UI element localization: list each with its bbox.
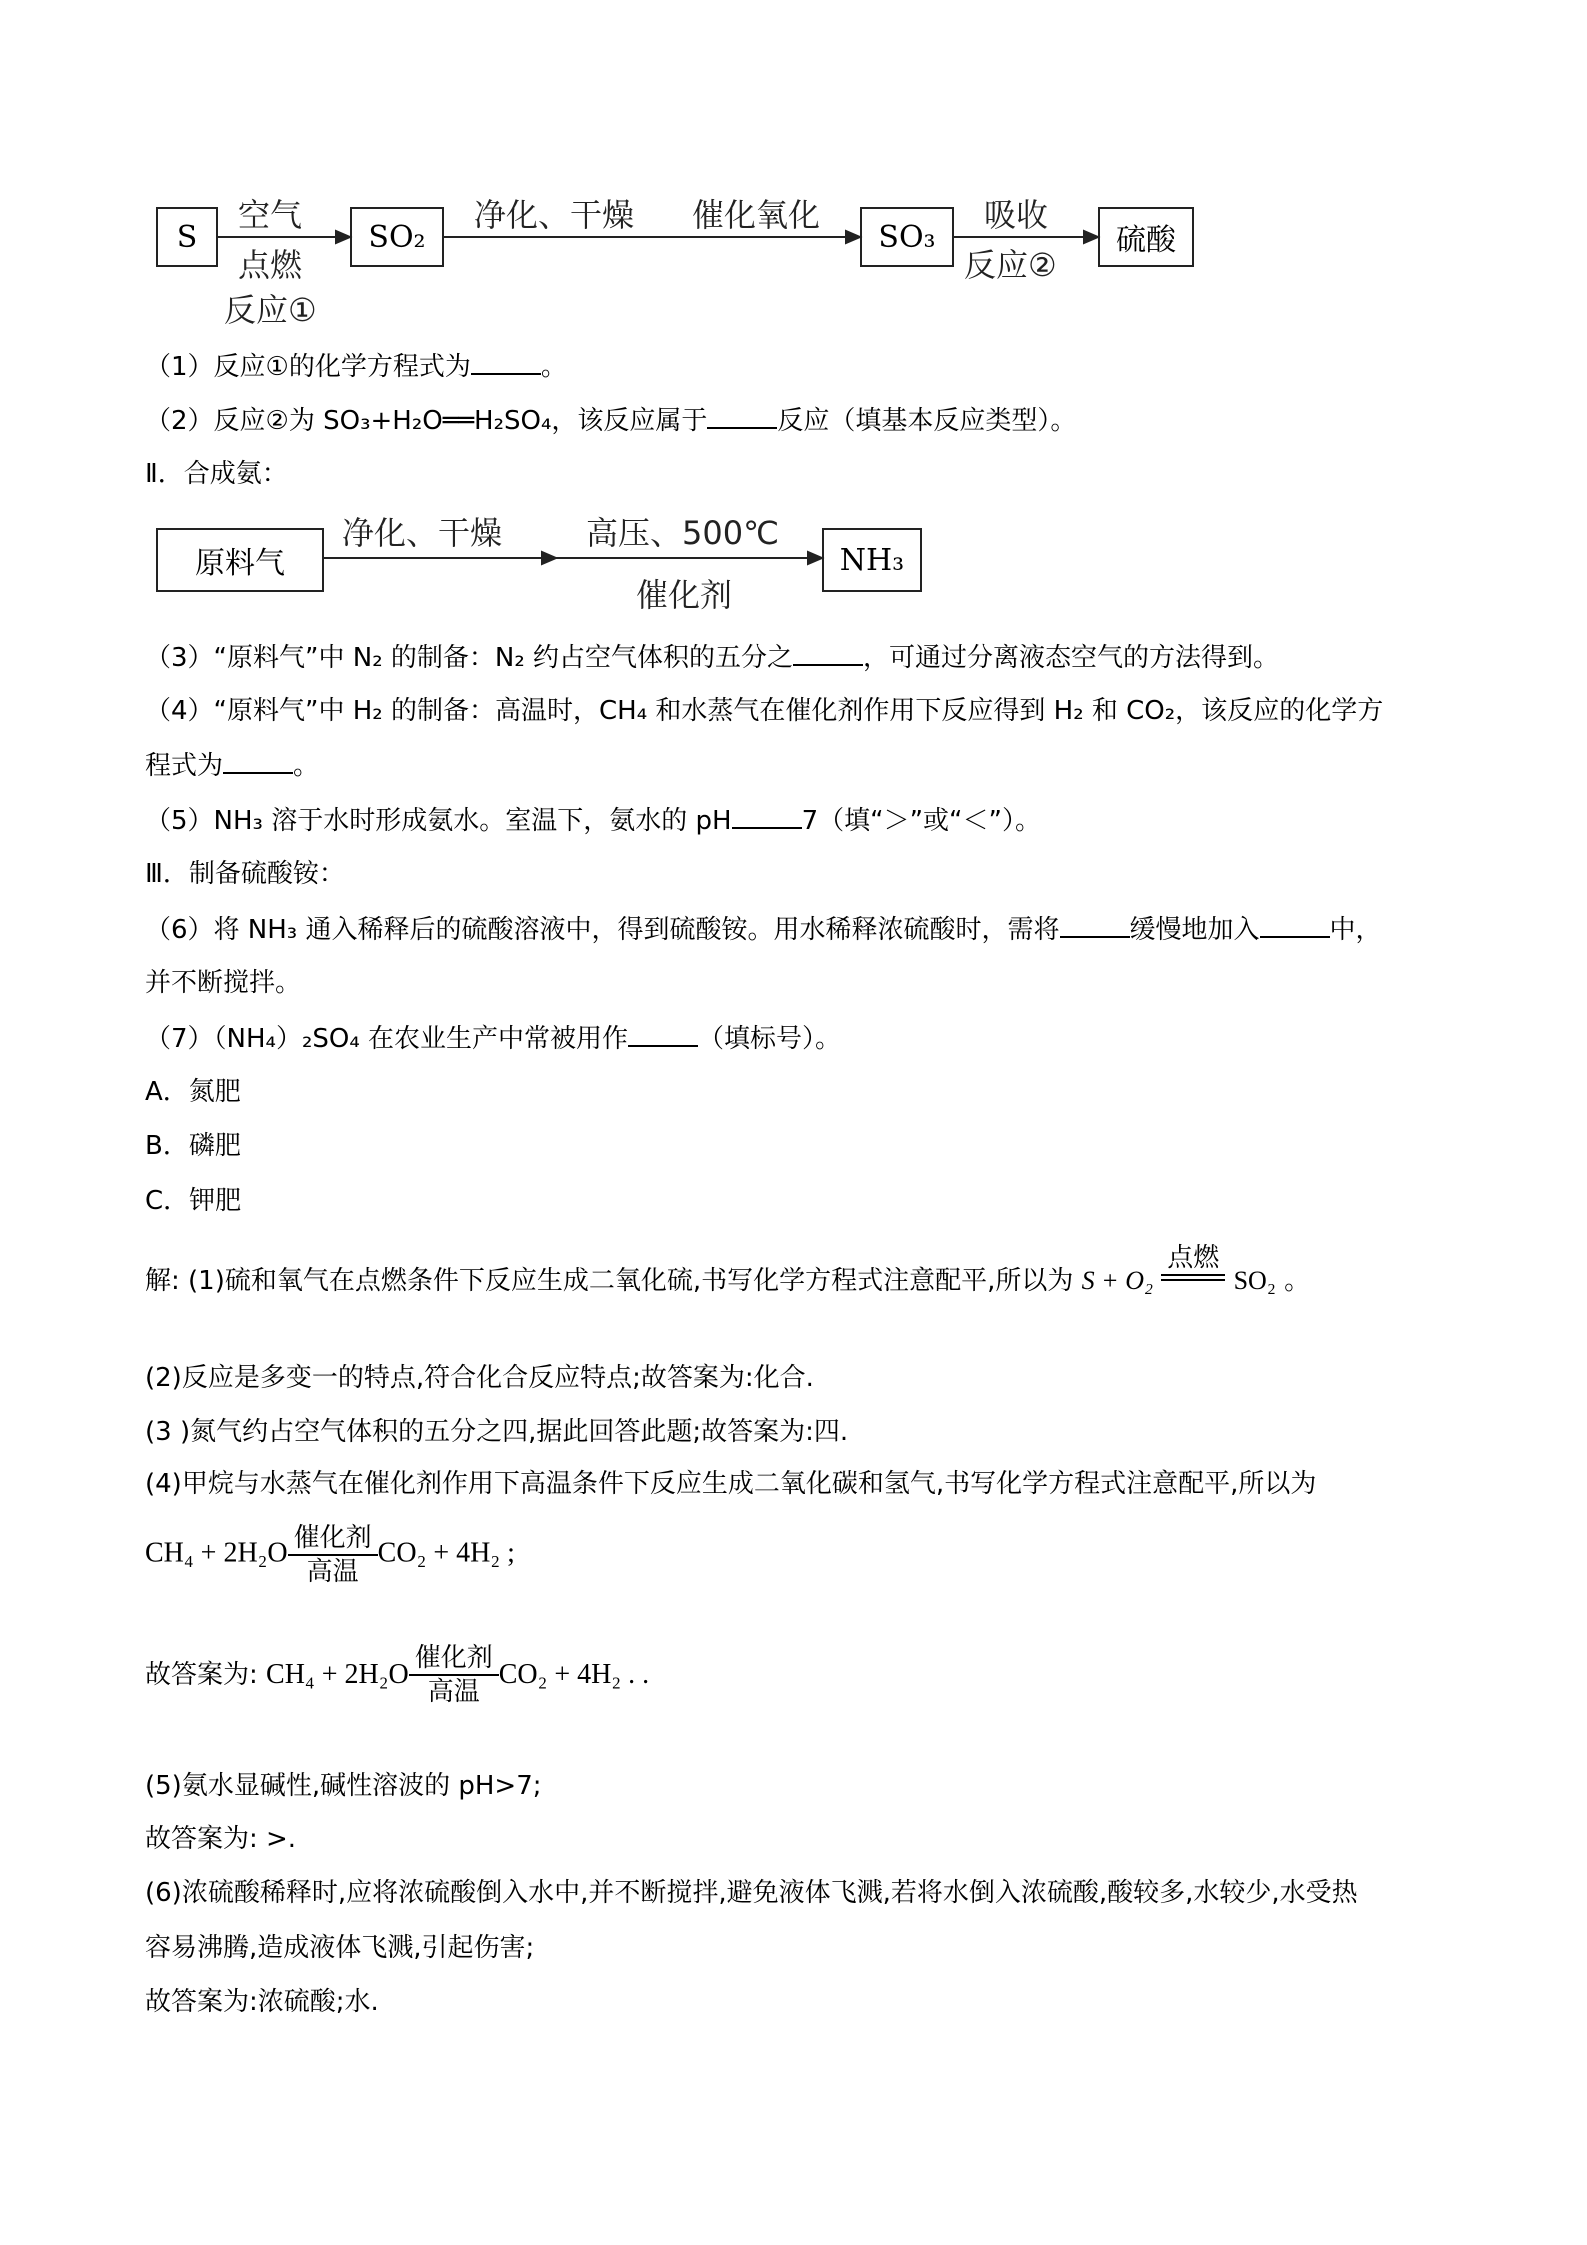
- flow-arrows-2: [0, 500, 1587, 620]
- arrow2-label-purify: 净化、干燥: [474, 196, 635, 234]
- question-6-text-end: 中，: [1329, 915, 1382, 945]
- equation-4-right: CO₂ + 4H₂ ;: [377, 1537, 515, 1569]
- option-a: A．氮肥: [145, 1077, 241, 1107]
- question-2: [145, 401, 1076, 439]
- question-6-line2: 并不断搅拌。: [145, 968, 302, 998]
- question-7-text: （7）（NH₄）₂SO₄ 在农业生产中常被用作: [145, 1024, 629, 1054]
- section-2-heading: Ⅱ．合成氨：: [145, 459, 288, 489]
- solution-1-text: 解: (1)硫和氧气在点燃条件下反应生成二氧化硫,书写化学方程式注意配平,所以为: [145, 1266, 1074, 1296]
- question-4-line1: （4）“原料气”中 H₂ 的制备：高温时，CH₄ 和水蒸气在催化剂作用下反应得到 H₂ 和 CO₂，该反应的化学方: [145, 696, 1384, 726]
- question-4-end: 。: [293, 751, 320, 781]
- question-3: [145, 638, 1279, 676]
- answer-blank-1[interactable]: [471, 347, 541, 375]
- answer-blank-6a[interactable]: [1060, 910, 1130, 938]
- answer-blank-5[interactable]: [732, 801, 802, 829]
- question-2-text-end: 反应（填基本反应类型）。: [777, 406, 1077, 436]
- solution-6-line2: 容易沸腾,造成液体飞溅,引起伤害;: [145, 1933, 535, 1963]
- answer-4-top: 催化剂: [409, 1642, 499, 1676]
- question-3-text: （3）“原料气”中 N₂ 的制备：N₂ 约占空气体积的五分之: [145, 643, 794, 673]
- box-so2: SO₂: [350, 207, 444, 267]
- solution-1-end: 。: [1284, 1266, 1311, 1296]
- equation-4-condition: [288, 1522, 378, 1588]
- question-5-text: （5）NH₃ 溶于水时形成氨水。室温下，氨水的 pH: [145, 806, 732, 836]
- question-1: [145, 347, 567, 385]
- answer-4-bottom: 高温: [427, 1677, 480, 1707]
- equation-4-left: CH₄ + 2H₂O: [145, 1537, 288, 1569]
- arrow6-label-catalyst: 催化剂: [636, 576, 733, 614]
- option-b: B．磷肥: [145, 1131, 241, 1161]
- question-7: [145, 1019, 841, 1057]
- arrow1-label-ignite: 点燃: [238, 246, 303, 284]
- question-5-text-end: 7（填“＞”或“＜”）。: [801, 806, 1041, 836]
- answer-blank-2[interactable]: [707, 401, 777, 429]
- question-4-line2: [145, 746, 319, 784]
- solution-1-eq-left: S + O₂: [1081, 1266, 1154, 1295]
- answer-4-right: CO₂ + 4H₂ . .: [498, 1659, 650, 1690]
- solution-4: (4)甲烷与水蒸气在催化剂作用下高温条件下反应生成二氧化碳和氢气,书写化学方程式注意配平,所以为: [145, 1469, 1317, 1499]
- question-4-text: 程式为: [145, 751, 224, 781]
- answer-blank-3[interactable]: [793, 638, 863, 666]
- question-2-text: （2）反应②为 SO₃+H₂O══H₂SO₄，该反应属于: [145, 406, 708, 436]
- answer-4-prefix: 故答案为:: [145, 1660, 267, 1690]
- question-6-line1: [145, 910, 1382, 948]
- solution-1-eq-right: SO₂: [1233, 1266, 1276, 1295]
- solution-1: [145, 1243, 1311, 1301]
- equation-4: [145, 1522, 515, 1588]
- solution-5: (5)氨水显碱性,碱性溶波的 pH>7;: [145, 1771, 542, 1801]
- question-6-text: （6）将 NH₃ 通入稀释后的硫酸溶液中，得到硫酸铵。用水稀释浓硫酸时，需将: [145, 915, 1060, 945]
- solution-3: (3 )氮气约占空气体积的五分之四,据此回答此题;故答案为:四.: [145, 1417, 849, 1447]
- box-so3: SO₃: [860, 207, 954, 267]
- arrow4-label-reaction2: 反应②: [964, 246, 1057, 284]
- box-sulfuric-acid: 硫酸: [1098, 207, 1194, 267]
- arrow1-label-air: 空气: [238, 196, 303, 234]
- answer-6: 故答案为:浓硫酸;水.: [145, 1987, 379, 2017]
- question-6-text-mid: 缓慢地加入: [1129, 915, 1260, 945]
- question-7-text-end: （填标号）。: [698, 1024, 842, 1054]
- arrow4-label-absorb: 吸收: [984, 196, 1049, 234]
- box-s: S: [156, 207, 218, 267]
- box-nh3: NH₃: [822, 528, 922, 592]
- equation-4-top: 催化剂: [288, 1522, 378, 1556]
- arrow5-label-purify: 净化、干燥: [342, 514, 503, 552]
- solution-1-eq-condition: [1161, 1242, 1225, 1281]
- solution-1-eq-cond-text: 点燃: [1167, 1243, 1220, 1273]
- answer-blank-4[interactable]: [223, 746, 293, 774]
- answer-5: 故答案为: >.: [145, 1824, 297, 1854]
- box-raw-gas: 原料气: [156, 528, 324, 592]
- arrow3-label-catalytic: 催化氧化: [692, 196, 821, 234]
- section-3-heading: Ⅲ．制备硫酸铵：: [145, 859, 345, 889]
- arrow6-label-pressure: 高压、500℃: [586, 514, 780, 552]
- arrow1-label-reaction1: 反应①: [224, 291, 317, 329]
- question-3-text-end: ，可通过分离液态空气的方法得到。: [863, 643, 1280, 673]
- solution-6-line1: (6)浓硫酸稀释时,应将浓硫酸倒入水中,并不断搅拌,避免液体飞溅,若将水倒入浓硫酸,酸较多,水较少,水受热: [145, 1878, 1358, 1908]
- equation-4-bottom: 高温: [306, 1557, 359, 1587]
- answer-4-left: CH₄ + 2H₂O: [266, 1659, 409, 1690]
- question-5: [145, 801, 1041, 839]
- answer-blank-7[interactable]: [628, 1019, 698, 1047]
- option-c: C．钾肥: [145, 1186, 242, 1216]
- question-1-end: 。: [540, 352, 567, 382]
- answer-blank-6b[interactable]: [1260, 910, 1330, 938]
- answer-4-condition: [409, 1642, 499, 1708]
- question-1-text: （1）反应①的化学方程式为: [145, 352, 471, 382]
- solution-2: (2)反应是多变一的特点,符合化合反应特点;故答案为:化合.: [145, 1363, 814, 1393]
- answer-4: [145, 1642, 649, 1708]
